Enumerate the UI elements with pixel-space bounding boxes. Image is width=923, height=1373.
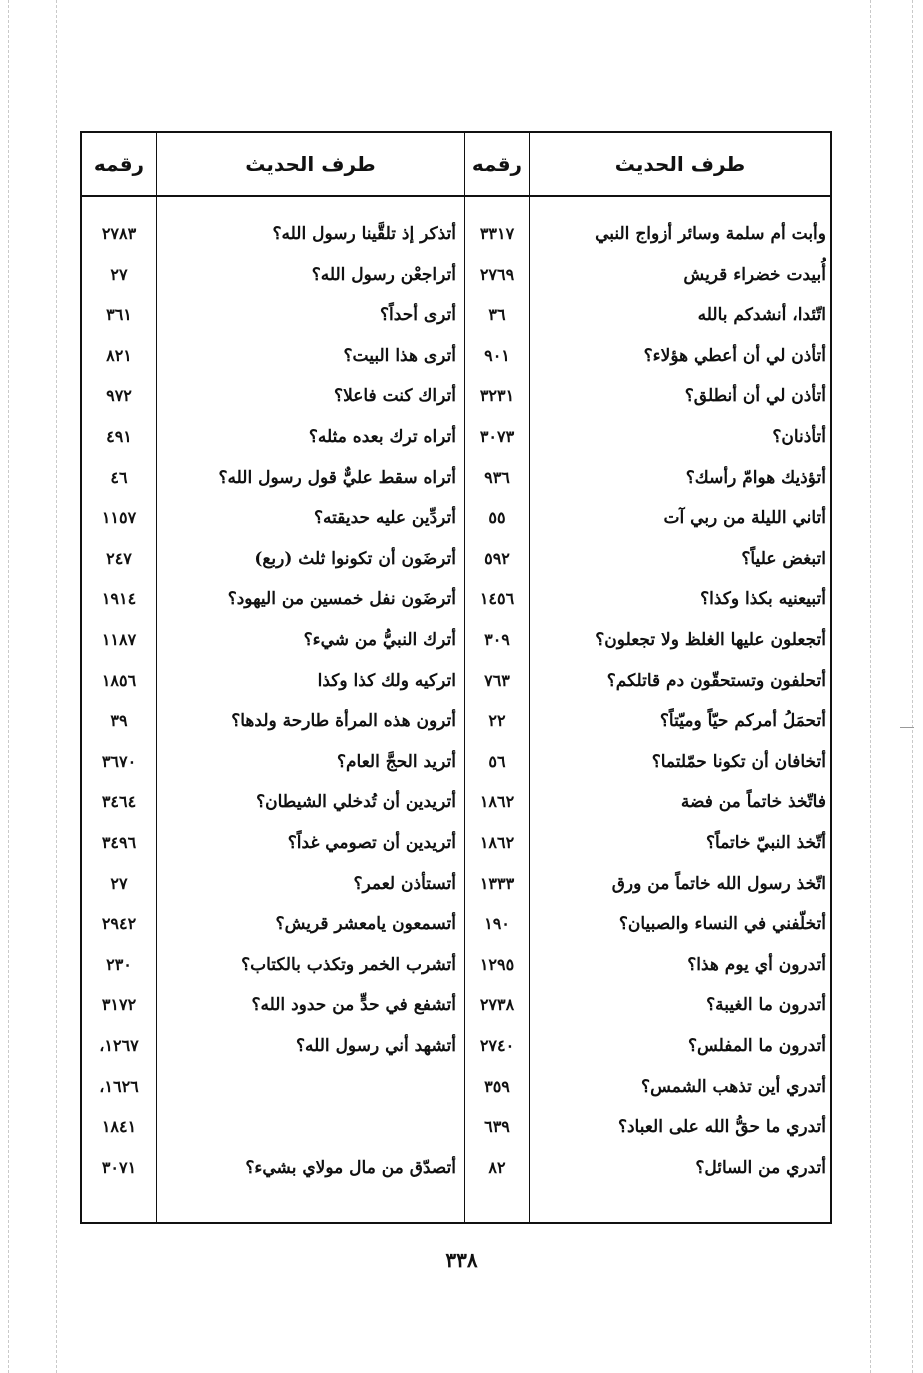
hadith-text-right: اتّخذ رسول الله خاتماً من ورق — [611, 873, 826, 894]
hadith-text-right: أتأذنان؟ — [772, 427, 826, 447]
hadith-text-left: أتذكر إذ تلقَّينا رسول الله؟ — [272, 224, 456, 244]
hadith-number-left: ٣١٧٢ — [101, 995, 137, 1015]
hadith-text-left: أتشفع في حدٍّ من حدود الله؟ — [251, 995, 456, 1016]
hadith-number-left: ١٨٤١ — [101, 1117, 137, 1137]
hadith-text-right: أتجعلون عليها الغلظ ولا تجعلون؟ — [595, 630, 826, 650]
hadith-text-left: أتسمعون يامعشر قريش؟ — [275, 914, 456, 935]
hadith-number-left: ٢٤٧ — [106, 548, 132, 568]
hadith-number-left: ٨٢١ — [106, 345, 132, 365]
hadith-text-left: أتراجعْن رسول الله؟ — [311, 264, 456, 285]
hadith-text-right: أتدرون أي يوم هذا؟ — [687, 954, 826, 975]
hadith-text-left: أترى أحداً؟ — [380, 305, 456, 326]
hadith-number-right: ٧٦٣ — [484, 670, 510, 690]
hadith-number-left: ٤٦ — [110, 467, 128, 487]
table-row — [82, 660, 830, 702]
table-row — [82, 1147, 830, 1189]
hadith-text-right: وأبت أم سلمة وسائر أزواج النبي — [595, 224, 826, 244]
table-row — [82, 984, 830, 1026]
table-row — [82, 781, 830, 823]
hadith-number-left: ٢٧ — [110, 873, 128, 893]
hadith-text-right: أتدرون ما المفلس؟ — [687, 1036, 826, 1056]
hadith-text-left: أتريدين أن تصومي غداً؟ — [287, 833, 456, 853]
hadith-number-right: ٢٢ — [488, 711, 506, 731]
hadith-text-left: أتستأذن لعمر؟ — [353, 873, 456, 894]
table-row — [82, 497, 830, 539]
hadith-text-left: أتريد الحجَّ العام؟ — [336, 751, 456, 772]
hadith-text-right: اتبغض علياً؟ — [741, 548, 826, 569]
hadith-number-right: ٢٧٤٠ — [479, 1036, 515, 1055]
hadith-text-right: فاتّخذ خاتماً من فضة — [680, 792, 826, 813]
hadith-number-left: ٢٧٨٣ — [101, 224, 137, 243]
hadith-text-right: أتدري من السائل؟ — [695, 1157, 826, 1178]
table-row — [82, 1106, 830, 1148]
hadith-number-right: ٩٠١ — [484, 345, 510, 365]
hadith-number-left: ٢٩٤٢ — [101, 914, 137, 934]
hadith-number-left: ٣٩ — [110, 711, 128, 731]
hadith-text-left: أتراك كنت فاعلا؟ — [334, 386, 456, 407]
hadith-text-left: أتشرب الخمر وتكذب بالكتاب؟ — [241, 954, 456, 975]
hadith-number-right: ١٨٦٢ — [479, 792, 515, 812]
table-row — [82, 700, 830, 742]
hadith-number-left: ٢٧ — [110, 264, 128, 284]
table-row — [82, 1025, 830, 1067]
hadith-number-left: ١١٨٧ — [101, 630, 137, 649]
header-hadith-text-left: طرف الحديث — [245, 152, 376, 176]
hadith-text-left: أتصدّق من مال مولاي بشيء؟ — [245, 1157, 456, 1178]
hadith-number-right: ٣٣١٧ — [479, 224, 515, 243]
hadith-text-right: أتحمَلُ أمركم حيّاً وميّتاً؟ — [659, 711, 826, 732]
table-row — [82, 213, 830, 255]
hadith-number-left: ٣٦٧٠ — [101, 751, 137, 771]
hadith-number-right: ٥٦ — [488, 751, 506, 771]
scan-margin-line — [870, 0, 871, 1373]
table-row — [82, 254, 830, 296]
hadith-text-left: أترك النبيُّ من شيء؟ — [303, 630, 456, 650]
table-row — [82, 903, 830, 945]
hadith-number-left: ٩٧٢ — [106, 386, 132, 406]
hadith-number-left: ٣٠٧١ — [101, 1157, 137, 1177]
hadith-number-right: ٣٠٩ — [484, 630, 510, 649]
hadith-text-right: أتؤذيك هوامّ رأسك؟ — [685, 467, 826, 488]
scan-margin-line — [56, 0, 57, 1373]
hadith-text-left: أترى هذا البيت؟ — [343, 345, 456, 366]
hadith-number-left: ٢٣٠ — [106, 954, 132, 974]
hadith-text-right: أتخافان أن تكونا حمّلتما؟ — [651, 751, 826, 772]
hadith-number-right: ٢٧٣٨ — [479, 995, 515, 1015]
hadith-number-right: ٣٠٧٣ — [479, 427, 515, 446]
hadith-number-right: ٩٣٦ — [484, 467, 510, 487]
hadith-text-right: اتّئدا، أنشدكم بالله — [697, 305, 826, 326]
header-number-right: رقمه — [471, 152, 523, 176]
table-row — [82, 944, 830, 986]
hadith-text-right: أتدري أين تذهب الشمس؟ — [641, 1076, 826, 1097]
hadith-text-left: أتردِّين عليه حديقته؟ — [314, 508, 456, 529]
table-row — [82, 1066, 830, 1108]
hadith-number-left: ٣٤٩٦ — [101, 833, 137, 852]
hadith-number-right: ٥٩٢ — [484, 548, 510, 568]
hadith-number-left: ٣٤٦٤ — [101, 792, 137, 812]
table-row — [82, 335, 830, 377]
hadith-text-left — [160, 1106, 456, 1148]
table-row — [82, 457, 830, 499]
table-row — [82, 863, 830, 905]
hadith-text-left: أتراه ترك بعده مثله؟ — [308, 427, 456, 447]
hadith-number-left: ٣٦١ — [106, 305, 132, 325]
hadith-text-left — [160, 1066, 456, 1108]
hadith-number-right: ١٨٦٢ — [479, 833, 515, 852]
table-row — [82, 741, 830, 783]
header-hadith-text-right: طرف الحديث — [614, 152, 746, 176]
header-divider — [82, 195, 830, 197]
table-row — [82, 375, 830, 417]
hadith-text-right: أتأذن لي أن أنطلق؟ — [684, 386, 826, 407]
hadith-number-right: ١٢٩٥ — [479, 954, 515, 974]
hadith-text-right: أتخلّفني في النساء والصبيان؟ — [618, 914, 826, 935]
hadith-number-right: ٣٥٩ — [484, 1076, 510, 1096]
hadith-text-right: أُبيدت خضراء قريش — [683, 264, 826, 285]
hadith-text-right: أتدرون ما الغيبة؟ — [706, 995, 826, 1016]
hadith-text-left: اتركيه ولك كذا وكذا — [317, 670, 456, 691]
hadith-number-right: ١٩٠ — [484, 914, 510, 934]
hadith-number-left: ١٩١٤ — [101, 589, 137, 609]
hadith-text-left: أتراه سقط عليٌّ قول رسول الله؟ — [218, 467, 456, 488]
hadith-number-right: ٢٧٦٩ — [479, 264, 515, 284]
hadith-text-right: أتاني الليلة من ربي آت — [663, 508, 826, 529]
scan-margin-line — [912, 0, 913, 1373]
table-row — [82, 538, 830, 580]
hadith-text-right: أتدري ما حقُّ الله على العباد؟ — [617, 1117, 826, 1138]
hadith-number-left: ١١٥٧ — [101, 508, 137, 528]
page-number: ٣٣٨ — [445, 1248, 478, 1272]
hadith-text-right: أتبيعنيه بكذا وكذا؟ — [700, 589, 826, 610]
hadith-number-right: ٣٢٣١ — [479, 386, 515, 406]
hadith-text-left: أترضَون نفل خمسين من اليهود؟ — [227, 589, 456, 610]
hadith-number-right: ٣٦ — [488, 305, 506, 325]
hadith-number-right: ٦٣٩ — [484, 1117, 510, 1137]
header-number-left: رقمه — [93, 152, 145, 176]
table-row — [82, 578, 830, 620]
hadith-number-left: ١٨٥٦ — [101, 670, 137, 690]
hadith-text-left: أترون هذه المرأة طارحة ولدها؟ — [231, 711, 456, 732]
hadith-number-right: ١٤٥٦ — [479, 589, 515, 609]
scan-margin-tick — [900, 727, 914, 728]
hadith-text-right: أتأذن لي أن أعطي هؤلاء؟ — [643, 345, 826, 366]
scan-margin-line — [8, 0, 9, 1373]
hadith-text-left: أترضَون أن تكونوا ثلث (ربع) — [254, 548, 456, 569]
hadith-number-left: ١٢٦٧، — [99, 1036, 139, 1055]
hadith-text-left: أتريدين أن تُدخلي الشيطان؟ — [256, 792, 456, 813]
table-row — [82, 619, 830, 661]
hadith-number-left: ١٦٢٦، — [99, 1076, 139, 1096]
hadith-number-right: ٨٢ — [488, 1157, 506, 1177]
hadith-number-right: ٥٥ — [488, 508, 506, 528]
hadith-number-left: ٤٩١ — [106, 427, 132, 446]
table-row — [82, 822, 830, 864]
hadith-text-right: أتّخذ النبيّ خاتماً؟ — [706, 833, 826, 853]
hadith-index-table — [80, 131, 832, 1224]
hadith-text-right: أتحلفون وتستحقّون دم قاتلكم؟ — [606, 670, 826, 691]
table-row — [82, 294, 830, 336]
table-row — [82, 416, 830, 458]
hadith-number-right: ١٣٣٣ — [479, 873, 515, 893]
hadith-text-left: أتشهد أني رسول الله؟ — [295, 1036, 456, 1056]
